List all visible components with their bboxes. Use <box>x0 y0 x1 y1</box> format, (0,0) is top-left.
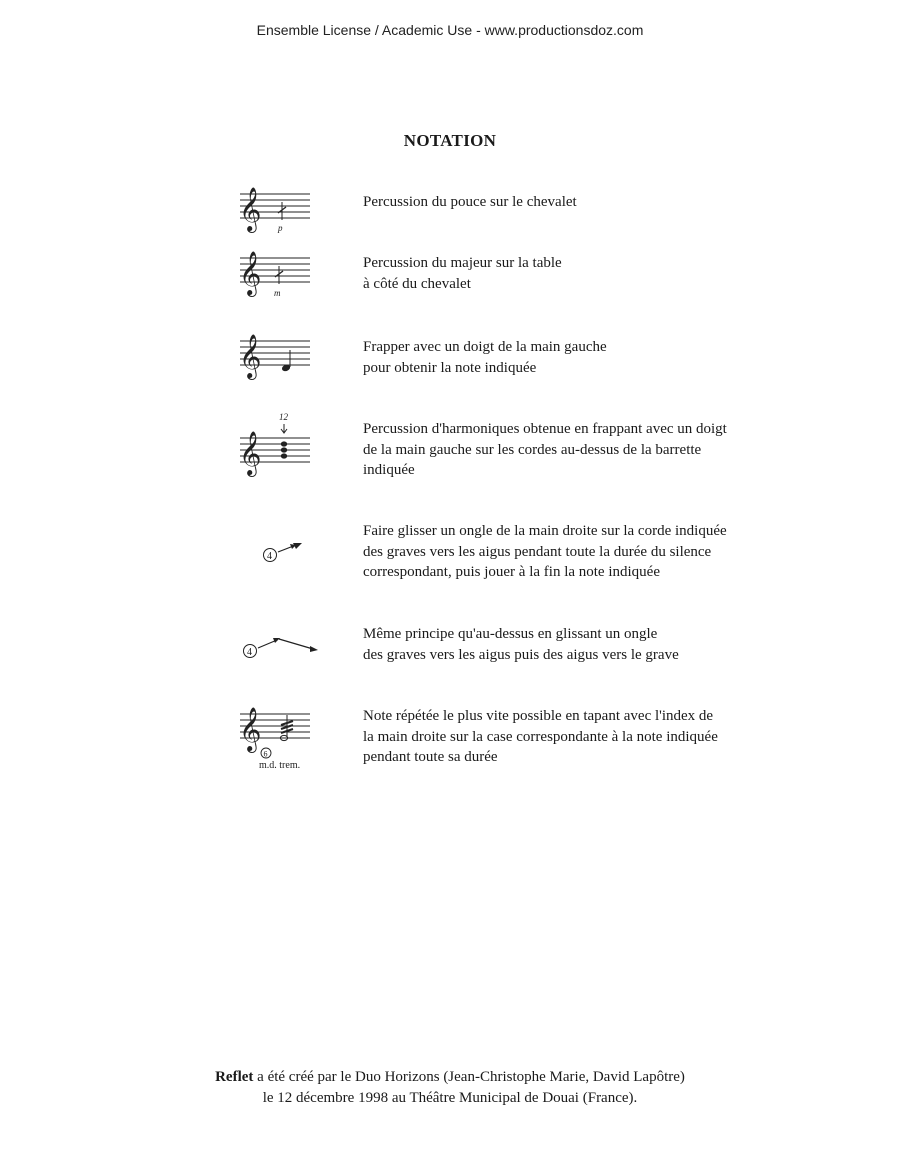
nail-glide-description: Faire glisser un ongle de la main droite sur la corde indiquée des graves vers les aigus pendant toute la durée du silence correspondant, puis jouer à la fin la note indiquée <box>363 523 727 580</box>
svg-text:𝄞: 𝄞 <box>239 433 262 475</box>
tremolo-description: Note répétée le plus vite possible en tapant avec l'index de la main droite sur la case correspondante à la note indiquée pendant toute sa durée <box>363 708 718 765</box>
left-hand-tap-description: Frapper avec un doigt de la main gauche pour obtenir la note indiquée <box>363 339 607 376</box>
premiere-credit: Reflet a été créé par le Duo Horizons (Jean-Christophe Marie, David Lapôtre) le 12 décembre 1998 au Théâtre Municipal de Douai (France). <box>215 1069 685 1106</box>
svg-text:𝄞: 𝄞 <box>239 253 262 295</box>
left-hand-tap-symbol <box>230 327 320 407</box>
middle-finger-description: Percussion du majeur sur la table à côté du chevalet <box>363 255 562 292</box>
middle-finger-glyph: m <box>274 288 281 298</box>
string-number-3: 6 <box>263 749 268 759</box>
svg-text:𝄞: 𝄞 <box>239 709 262 751</box>
thumb-glyph: p <box>278 223 283 233</box>
harmonic-tap-symbol <box>230 408 320 488</box>
page-title: NOTATION <box>403 131 497 150</box>
string-number: 4 <box>267 551 272 562</box>
harmonic-tap-description: Percussion d'harmoniques obtenue en frappant avec un doigt de la main gauche sur les cordes au-dessus de la barrette indiquée <box>363 421 727 478</box>
thumb-description: Percussion du pouce sur le chevalet <box>363 194 577 210</box>
middle-finger-percussion-symbol <box>230 244 320 324</box>
svg-text:𝄞: 𝄞 <box>239 189 262 231</box>
tremolo-label: m.d. trem. <box>259 760 301 771</box>
license-header: Ensemble License / Academic Use - www.productionsdoz.com <box>256 22 644 38</box>
nail-glide-symbol <box>230 512 320 592</box>
nail-glide-up-down-symbol <box>230 614 320 694</box>
fret-number: 12 <box>279 412 288 422</box>
string-number-2: 4 <box>247 647 252 658</box>
svg-text:𝄞: 𝄞 <box>239 336 262 378</box>
tremolo-tap-symbol <box>230 697 320 777</box>
nail-glide-up-down-description: Même principe qu'au-dessus en glissant un ongle des graves vers les aigus puis des aigus vers le grave <box>363 626 679 663</box>
work-title: Reflet <box>215 1069 254 1085</box>
